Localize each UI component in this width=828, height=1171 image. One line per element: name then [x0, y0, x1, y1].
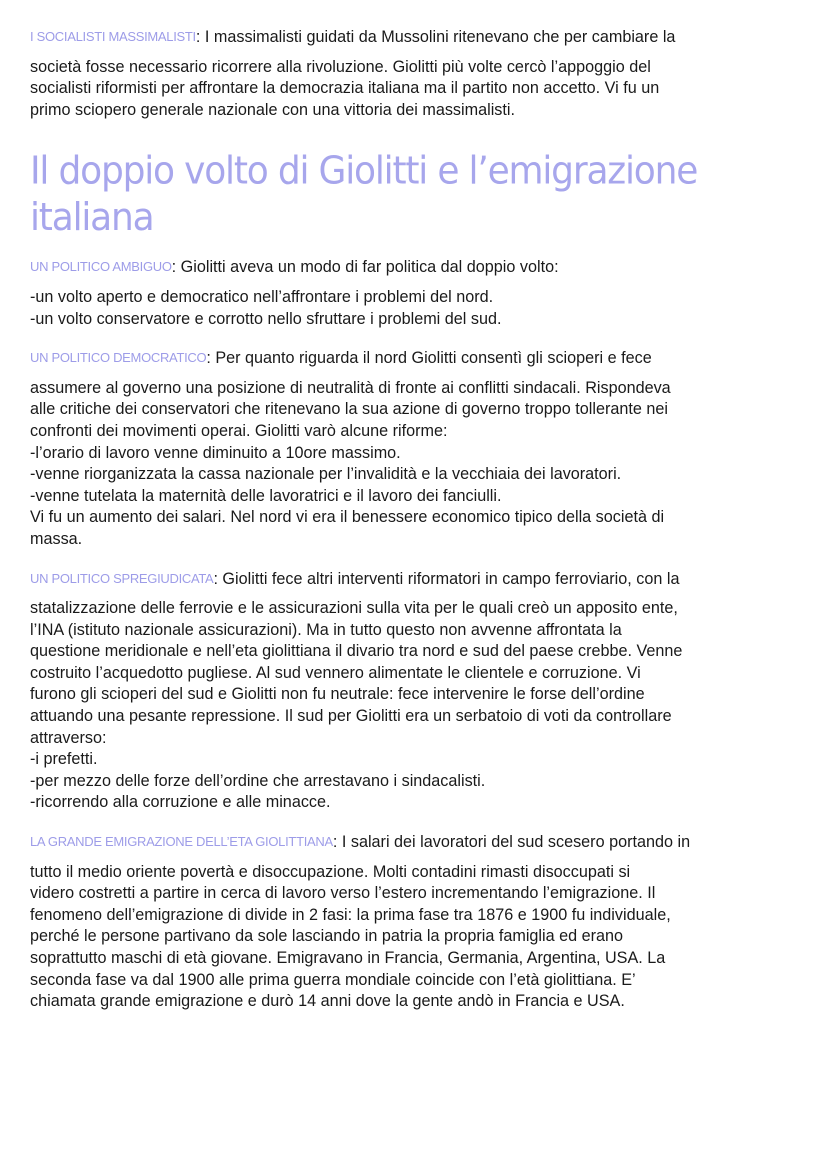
section-heading: UN POLITICO SPREGIUDICATA [30, 570, 214, 586]
text-line: chiamata grande emigrazione e durò 14 anni dove la gente andò in Francia e USA. [30, 992, 625, 1011]
section-heading: UN POLITICO AMBIGUO [30, 259, 172, 275]
text-line: assumere al governo una posizione di neutralità di fronte ai conflitti sindacali. Rispondeva [30, 378, 671, 397]
section-heading: UN POLITICO DEMOCRATICO [30, 350, 207, 366]
text-line: società fosse necessario ricorrere alla rivoluzione. Giolitti più volte cercò l’appoggio del [30, 57, 651, 76]
text-line: -venne tutelata la maternità delle lavoratrici e il lavoro dei fanciulli. [30, 486, 502, 505]
text-line: Vi fu un aumento dei salari. Nel nord vi era il benessere economico tipico della società di [30, 508, 665, 527]
text-line: fenomeno dell’emigrazione di divide in 2 fasi: la prima fase tra 1876 e 1900 fu individuale, [30, 905, 671, 924]
section-socialisti: I SOCIALISTI MASSIMALISTI: I massimalisti guidati da Mussolini ritenevano che per cambiare la società fosse necessario ricorrere alla rivoluzione. Giolitti più volte cercò l’appoggio del socialisti riformisti per affrontare la democrazia italiana ma il partito non accetto. Vi fu un primo sciopero generale nazionale con una vittoria dei massimalisti. [30, 26, 790, 121]
section-democratico: UN POLITICO DEMOCRATICO: Per quanto riguarda il nord Giolitti consentì gli scioperi e fece assumere al governo una posizione di neutralità di fronte ai conflitti sindacali. Rispondeva alle critiche dei conservatori che ritenevano la sua azione di governo troppo tollerante nei confronti dei movimenti operai. Giolitti varò alcune riforme: -l’orario di lavoro venne diminuito a 10ore massimo. -venne riorganizzata la cassa nazionale per l’invalidità e la vecchiaia dei lavoratori. -venne tutelata la maternità delle lavoratrici e il lavoro dei fanciulli. Vi fu un aumento dei salari. Nel nord vi era il benessere economico tipico della società di massa. [30, 347, 790, 550]
text-line: tutto il medio oriente povertà e disoccupazione. Molti contadini rimasti disoccupati si [30, 862, 631, 881]
text-line: l’INA (istituto nazionale assicurazioni). Ma in tutto questo non avvenne affrontata la [30, 620, 622, 639]
text-line: costruito l’acquedotto pugliese. Al sud vennero alimentate le clientele e corruzione. Vi [30, 663, 641, 682]
text-line: -venne riorganizzata la cassa nazionale per l’invalidità e la vecchiaia dei lavoratori. [30, 465, 622, 484]
page-title: Il doppio volto di Giolitti e l’emigrazione italiana [30, 149, 698, 240]
text-line: alle critiche dei conservatori che ritenevano la sua azione di governo troppo tollerante nei [30, 400, 668, 419]
section-heading: I SOCIALISTI MASSIMALISTI [30, 29, 196, 44]
text-line: -per mezzo delle forze dell’ordine che arrestavano i sindacalisti. [30, 771, 486, 790]
text-line: -l’orario di lavoro venne diminuito a 10ore massimo. [30, 443, 401, 462]
section-ambiguo: UN POLITICO AMBIGUO: Giolitti aveva un modo di far politica dal doppio volto: -un volto aperto e democratico nell’affrontare i problemi del nord. -un volto conservatore e corrotto nello sfruttare i problemi del sud. [30, 256, 790, 330]
section-first-line: Giolitti fece altri interventi riformatori in campo ferroviario, con la [217, 569, 680, 588]
text-line: confronti dei movimenti operai. Giolitti varò alcune riforme: [30, 421, 448, 440]
text-line: furono gli scioperi del sud e Giolitti non fu neutrale: fece intervenire le forse dell’ordine [30, 685, 645, 704]
text-line: -un volto conservatore e corrotto nello sfruttare i problemi del sud. [30, 309, 502, 328]
text-line: seconda fase va dal 1900 alle prima guerra mondiale coincide con l’età giolittiana. E’ [30, 970, 636, 989]
text-line: soprattutto maschi di età giovane. Emigravano in Francia, Germania, Argentina, USA. La [30, 949, 666, 967]
text-line: -i prefetti. [30, 750, 98, 769]
section-first-line: Per quanto riguarda il nord Giolitti consentì gli scioperi e fece [210, 349, 652, 368]
text-line: primo sciopero generale nazionale con una vittoria dei massimalisti. [30, 100, 515, 119]
text-line: attuando una pesante repressione. Il sud per Giolitti era un serbatoio di voti da controllare [30, 707, 672, 726]
text-line: massa. [30, 529, 83, 548]
text-line: statalizzazione delle ferrovie e le assicurazioni sulla vita per le quali creò un apposito ente, [30, 599, 678, 618]
text-line: -un volto aperto e democratico nell’affrontare i problemi del nord. [30, 287, 494, 306]
section-heading: LA GRANDE EMIGRAZIONE DELL’ETA GIOLITTIANA [30, 834, 333, 850]
text-line: attraverso: [30, 728, 107, 747]
text-line: socialisti riformisti per affrontare la democrazia italiana ma il partito non accetto. Vi fu un [30, 79, 660, 98]
section-spregiudicata: UN POLITICO SPREGIUDICATA: Giolitti fece altri interventi riformatori in campo ferroviario, con la statalizzazione delle ferrovie e le assicurazioni sulla vita per le quali creò un apposito ente, l’INA (istituto nazionale assicurazioni). Ma in tutto questo non avvenne affrontata la questione meridionale e nell’eta giolittiana il divario tra nord e sud del paese crebbe. Venne costruito l’acquedotto pugliese. Al sud vennero alimentate le clientele e corruzione. Vi furono gli scioperi del sud e Giolitti non fu neutrale: fece intervenire le forse dell’ordine attuando una pesante repressione. Il sud per Giolitti era un serbatoio di voti da controllare attraverso: -i prefetti. -per mezzo delle forze dell’ordine che arrestavano i sindacalisti. -ricorrendo alla corruzione e alle minacce. [30, 568, 790, 815]
section-first-line: I massimalisti guidati da Mussolini ritenevano che per cambiare la [200, 28, 676, 46]
section-first-line: Giolitti aveva un modo di far politica dal doppio volto: [176, 258, 559, 277]
text-line: -ricorrendo alla corruzione e alle minacce. [30, 793, 331, 812]
section-emigrazione: LA GRANDE EMIGRAZIONE DELL’ETA GIOLITTIANA: I salari dei lavoratori del sud scesero portando in tutto il medio oriente povertà e disoccupazione. Molti contadini rimasti disoccupati si videro costretti a partire in cerca di lavoro verso l’estero incrementando l’emigrazione. Il fenomeno dell’emigrazione di divide in 2 fasi: la prima fase tra 1876 e 1900 fu individuale, perché le persone partivano da sole lasciando in patria la propria famiglia ed erano soprattutto maschi di età giovane. Emigravano in Francia, Germania, Argentina, USA. La seconda fase va dal 1900 alle prima guerra mondiale coincide con l’età giolittiana. E’ chiamata grande emigrazione e durò 14 anni dove la gente andò in Francia e USA. [30, 831, 790, 1013]
text-line: perché le persone partivano da sole lasciando in patria la propria famiglia ed erano [30, 927, 624, 946]
text-line: questione meridionale e nell’eta giolittiana il divario tra nord e sud del paese crebbe. Venne [30, 642, 683, 661]
text-line: videro costretti a partire in cerca di lavoro verso l’estero incrementando l’emigrazione. Il [30, 884, 656, 903]
section-first-line: I salari dei lavoratori del sud scesero portando in [337, 833, 691, 852]
